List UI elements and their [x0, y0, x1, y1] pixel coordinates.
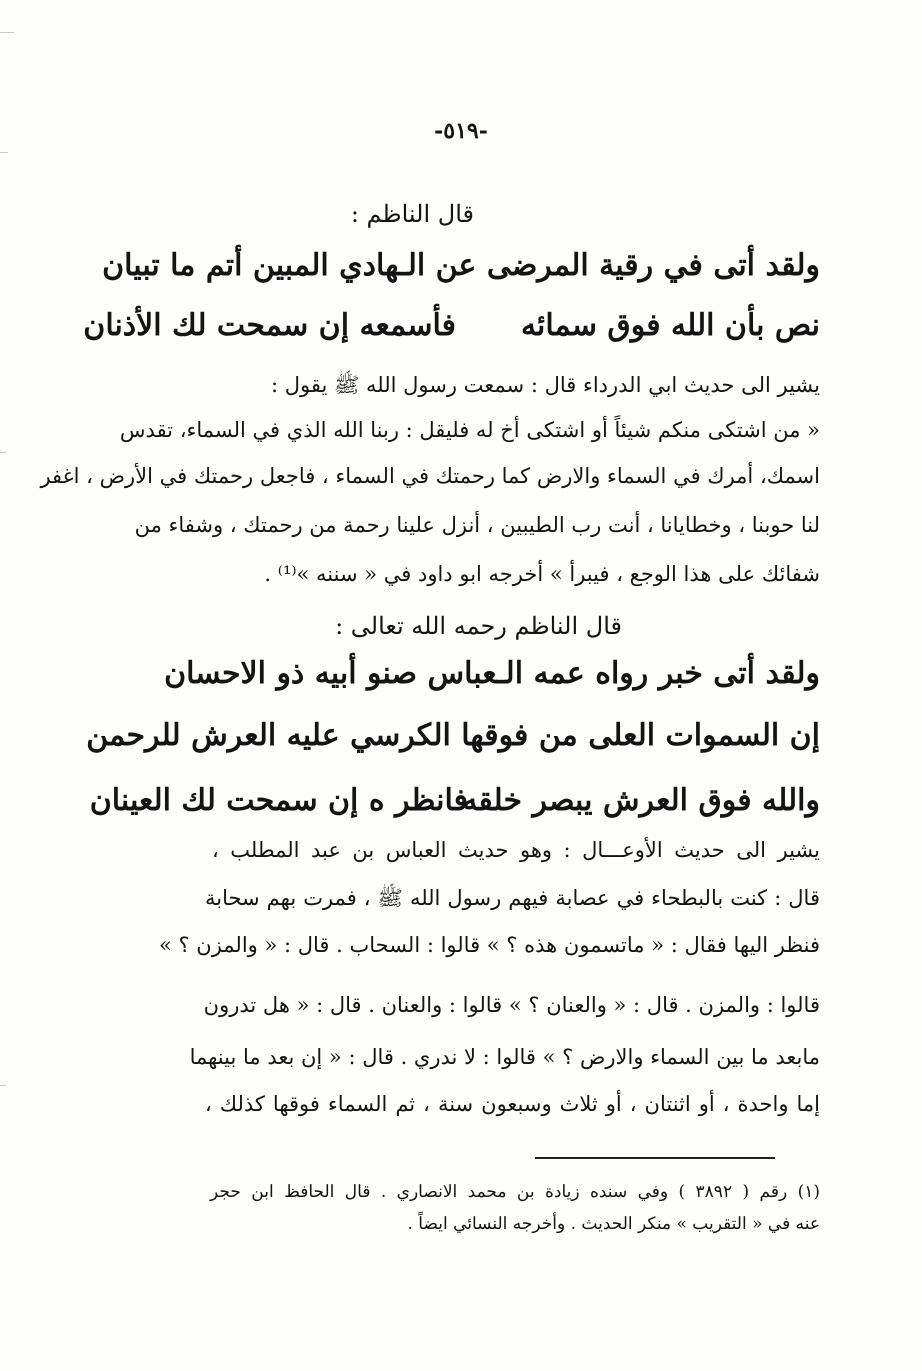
scan-edge-mark	[0, 152, 8, 153]
page-number: -٥١٩-	[434, 118, 488, 144]
scan-edge-mark	[0, 32, 14, 33]
verse-line: إن السموات العلى من فوقها الكرسي عليه العرش للرحمن	[86, 718, 820, 753]
verse-hemistich-left: فانظر ه إن سمحت لك العينان	[89, 783, 468, 818]
footnote-separator	[535, 1157, 775, 1159]
verse-line: ولقد أتى خبر رواه عمه الـعباس صنو أبيه ذو الاحسان	[164, 656, 820, 691]
commentary-line: اسمك، أمرك في السماء والارض كما رحمتك في السماء ، فاجعل رحمتك في الأرض ، اغفر	[40, 464, 820, 488]
commentary-line: قال : كنت بالبطحاء في عصابة فيهم رسول الله ﷺ ، فمرت بهم سحابة	[205, 886, 820, 910]
footnote-line: عنه في « التقريب » منكر الحديث . وأخرجه النسائي ايضاً .	[407, 1214, 820, 1234]
commentary-line: « من اشتكى منكم شيئاً أو اشتكى أخ له فليقل : ربنا الله الذي في السماء، تقدس	[119, 418, 820, 442]
scan-edge-mark	[0, 452, 6, 453]
verse-line: ولقد أتى في رقية المرضى عن الـهادي المبين أتم ما تبيان	[102, 248, 820, 283]
poet-heading: قال الناظم رحمه الله تعالى :	[335, 612, 622, 640]
commentary-line: شفائك على هذا الوجع ، فيبرأ » أخرجه ابو داود في « سننه »⁽¹⁾ .	[264, 562, 820, 586]
commentary-line: إما واحدة ، أو اثنتان ، أو ثلاث وسبعون سنة ، ثم السماء فوقها كذلك ،	[205, 1092, 820, 1116]
poet-heading: قال الناظم :	[350, 200, 474, 228]
commentary-line: فنظر اليها فقال : « ماتسمون هذه ؟ » قالوا : السحاب . قال : « والمزن ؟ »	[158, 933, 820, 957]
commentary-line: يشير الى حديث ابي الدرداء قال : سمعت رسول الله ﷺ يقول :	[270, 373, 820, 397]
verse-hemistich-right: والله فوق العرش يبصر خلقه	[462, 783, 820, 818]
commentary-line: لنا حوبنا ، وخطايانا ، أنت رب الطيبين ، أنزل علينا رحمة من رحمتك ، وشفاء من	[134, 513, 820, 537]
scan-edge-mark	[0, 1085, 6, 1086]
commentary-line: مابعد ما بين السماء والارض ؟ » قالوا : لا ندري . قال : « إن بعد ما بينهما	[189, 1045, 820, 1069]
footnote-line: (١) رقم ( ٣٨٩٢ ) وفي سنده زيادة بن محمد الانصاري . قال الحافظ ابن حجر	[210, 1182, 820, 1202]
verse-hemistich-left: فأسمعه إن سمحت لك الأذنان	[83, 308, 456, 343]
verse-hemistich-right: نص بأن الله فوق سمائه	[520, 308, 820, 343]
commentary-line: قالوا : والمزن . قال : « والعنان ؟ » قالوا : والعنان . قال : « هل تدرون	[203, 993, 820, 1017]
commentary-line: يشير الى حديث الأوعـــال : وهو حديث العباس بن عبد المطلب ،	[212, 838, 820, 862]
